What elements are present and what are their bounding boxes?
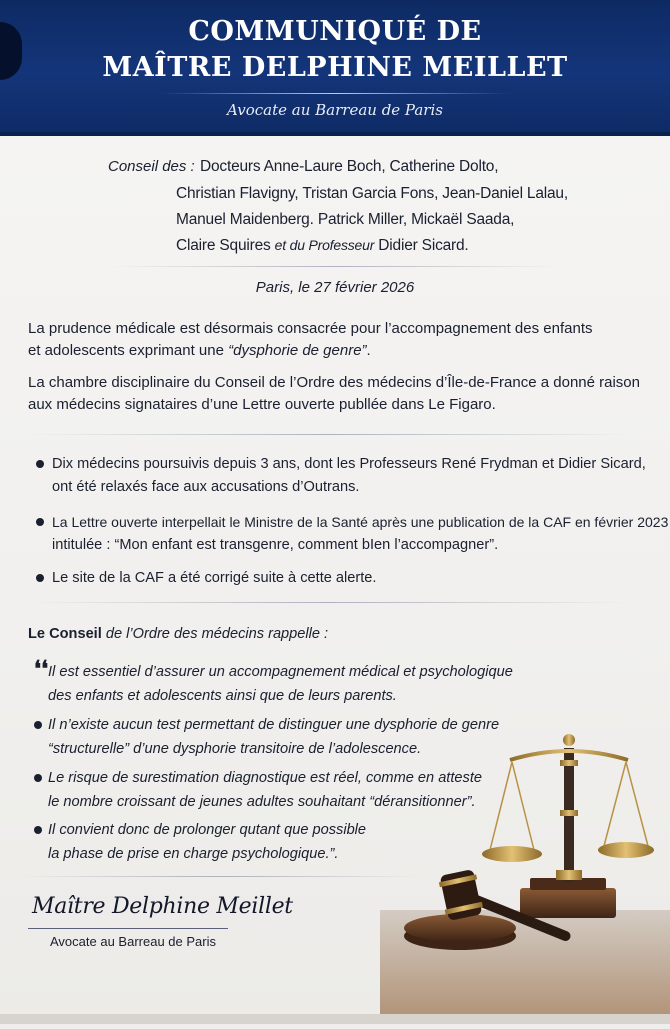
paragraph-1-line-2 [28,340,648,362]
signature: Maître Delphine Meillet [32,894,293,919]
bullet-2-line-1: La Lettre ouverte interpellait le Ministre de la Santé après une publication de la CAF en février 2023 [52,514,669,530]
bullet-dot-icon [34,826,42,834]
divider-2 [28,434,630,435]
bottom-edge [0,1014,670,1024]
bullet-dot-icon [36,518,44,526]
paragraph-1-line-1: La prudence médicale est désormais consacrée pour l’accompagnement des enfants [28,320,593,337]
bullet-2-line-2: intitulée : “Mon enfant est transgenre, comment bIen l’accompagner”. [52,537,499,553]
signature-underline [28,928,228,929]
divider-4 [20,876,420,877]
counsel-line-3: Manuel Maidenberg. Patrick Miller, Mickaël Saada, [176,211,515,228]
quote-2-line-1: Il n’existe aucun test permettant de distinguer une dysphorie de genre [48,717,500,733]
counsel-line-4 [176,237,469,255]
counsel-intro: Conseil des : [108,158,195,175]
counsel-name-squires: Claire Squires [176,237,271,254]
bullet-text [52,511,669,557]
intro-paragraph-1 [28,318,648,362]
quote-open-icon: ❛❛ [34,656,49,682]
signature-title: Avocate au Barreau de Paris [50,934,216,949]
paragraph-1-emphasis: “dysphorie de genre” [228,342,367,359]
title-line-2: MAÎTRE DELPHINE MEILLET [102,52,568,83]
paragraph-1-line-2-start: et adolescents exprimant une [28,342,229,359]
quote-4-line-1: Il convient donc de prolonger qutant que possible [48,822,367,838]
bullet-dot-icon [36,574,44,582]
bullet-1-line-2: ont été relaxés face aux accusations d’Outrans. [52,479,360,495]
paragraph-1-line-2-end: . [366,342,371,359]
quote-3-line-1: Le risque de surestimation diagnostique est réel, comme en atteste [48,770,483,786]
recall-rest: de l’Ordre des médecins rappelle : [101,626,329,642]
header-subtitle: Avocate au Barreau de Paris [227,101,443,119]
bullet-1-line-1: Dix médecins poursuivis depuis 3 ans, dont les Professeurs René Frydman et Didier Sicard, [52,456,646,472]
bullet-item [36,511,669,557]
quote-2-line-2: “structurelle” d’une dysphorie transitoire de l’adolescence. [48,741,422,757]
header-banner [0,0,670,136]
quote-1-line-2: des enfants et adolescents ainsi que de leurs parents. [48,688,397,704]
divider-3 [28,602,630,603]
recall-bold: Le Conseil [28,626,102,642]
quote-4-line-2: la phase de prise en charge psychologique.”. [48,846,339,862]
quote-1-line-1: Il est essentiel d’assurer un accompagnement médical et psychologique [48,664,513,680]
counsel-line-2: Christian Flavigny, Tristan Garcia Fons, Jean-Daniel Lalau, [176,185,568,202]
bullet-text [52,567,656,590]
counsel-name-sicard: Didier Sicard. [378,237,469,254]
paragraph-2-line-1: La chambre disciplinaire du Conseil de l’Ordre des médecins d’Île-de-France a donné raison [28,374,640,391]
quote-text [48,660,514,708]
bullet-dot-icon [34,774,42,782]
bullet-text [52,453,656,499]
header-divider [160,93,510,94]
council-recall-heading [28,626,328,642]
title-line-1: COMMUNIQUÉ DE [188,16,482,47]
divider-1 [110,266,560,267]
scales-and-gavel-illustration [380,720,670,1024]
bullet-3-line-1: Le site de la CAF a été corrigé suite à cette alerte. [52,570,377,586]
intro-paragraph-2 [28,372,648,416]
paragraph-2-line-2: aux médecins signataires d’une Lettre ouverte publlée dans Le Figaro. [28,396,496,413]
bullet-dot-icon [36,460,44,468]
communique-date: Paris, le 27 février 2026 [255,279,415,296]
counsel-professor-label: et du Professeur [274,237,375,253]
quote-item [34,656,514,708]
quote-3-line-2: le nombre croissant de jeunes adultes souhaitant “déransitionner”. [48,794,476,810]
scales-of-justice-icon [380,720,670,1024]
bullet-dot-icon [34,721,42,729]
bullet-item [36,567,656,590]
counsel-line-1: Docteurs Anne-Laure Boch, Catherine Dolto, [200,158,499,175]
bullet-item [36,453,656,499]
